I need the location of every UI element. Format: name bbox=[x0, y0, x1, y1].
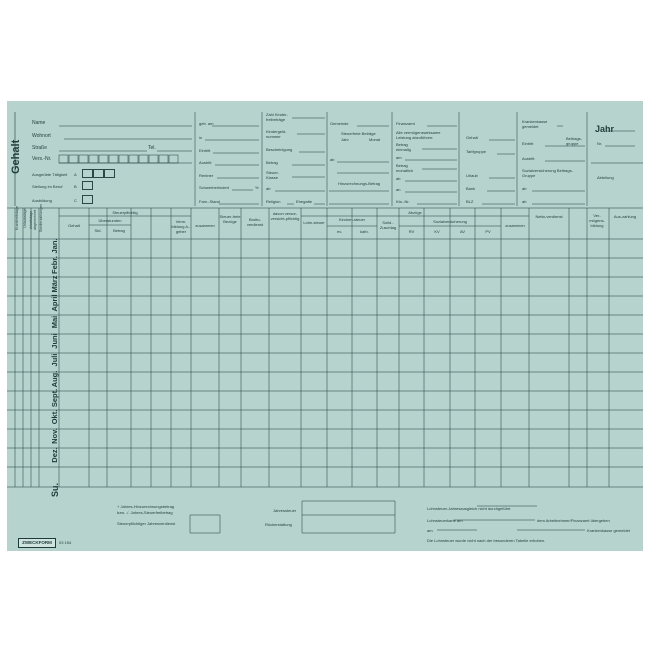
a-label: A bbox=[74, 172, 77, 177]
urlaub-label: Urlaub bbox=[466, 173, 478, 178]
ehegatte-label: Ehegatte bbox=[296, 199, 313, 204]
b-label: B bbox=[74, 184, 77, 189]
zusammen2-header: zusammen bbox=[505, 223, 525, 228]
col7-eintritt-label: Eintritt bbox=[522, 141, 534, 146]
abteilung-label: Abteilung bbox=[597, 175, 614, 180]
steuerfreie-bezuege-header: Steuer-freie Bezüge bbox=[219, 214, 241, 224]
vers-nr-box bbox=[69, 155, 78, 163]
zusammen1-header: zusammen bbox=[195, 223, 215, 228]
sfb-jahr-label: Jahr bbox=[341, 137, 349, 142]
taetigkeit-box-2[interactable] bbox=[93, 169, 104, 178]
tarifgruppe-label: Tarifgruppe bbox=[466, 149, 487, 154]
rv-header: RV bbox=[408, 229, 415, 234]
form-number: 03 154 bbox=[59, 540, 72, 545]
month-label: Sept. bbox=[50, 388, 59, 408]
col5-ab-label: ab bbox=[396, 176, 401, 181]
vermoegensbildung-header: Ver-mögens-bildung bbox=[589, 213, 605, 228]
sfb-monat-label: Monat bbox=[369, 137, 381, 142]
auszahlung-header: Aus-zahlung bbox=[613, 214, 637, 219]
brand-logo: ZWECKFORM bbox=[18, 538, 56, 548]
taetigkeit-box-3[interactable] bbox=[104, 169, 115, 178]
in-label: in bbox=[199, 135, 203, 140]
footer-plus-line: + Jahres-Hinzurechnungsbetrag bbox=[117, 504, 175, 509]
name-label: Name bbox=[32, 120, 46, 126]
kto-nr-label: Kto.-Nr. bbox=[396, 199, 410, 204]
col5-am-label: am bbox=[396, 155, 402, 160]
gehalt-label: Gehalt bbox=[466, 135, 478, 140]
month-label: Okt. bbox=[50, 409, 59, 425]
footer-rueckerstattung: Rückerstattung bbox=[265, 522, 292, 527]
vers-nr-label: Vers.-Nr. bbox=[32, 156, 52, 162]
month-label: Febr. bbox=[50, 256, 59, 274]
lohnsteuer-header: Lohn-steuer bbox=[303, 220, 325, 225]
col7-austritt-label: Austritt bbox=[522, 156, 535, 161]
month-label: Juli bbox=[50, 353, 59, 367]
month-label: April bbox=[50, 294, 59, 312]
taetigkeit-label: Ausgeübte Tätigkeit bbox=[32, 172, 68, 177]
col7-ab1-label: ab bbox=[522, 186, 527, 191]
form-title: Gehalt bbox=[10, 139, 22, 174]
taetigkeit-box-1[interactable] bbox=[82, 169, 93, 178]
month-label: Nov. bbox=[50, 428, 59, 444]
footer-kk-gemeldet: Krankenkasse gemeldet bbox=[587, 528, 630, 533]
soli-header: Solid.-Zuschlag bbox=[379, 220, 397, 230]
sum-label: Su. bbox=[50, 483, 60, 498]
geb-am-label: geb. am bbox=[199, 121, 214, 126]
nr-label: Nr. bbox=[597, 141, 603, 146]
vers-nr-box bbox=[59, 155, 68, 163]
av-header: AV bbox=[459, 229, 466, 234]
wohnort-label: Wohnort bbox=[32, 133, 51, 139]
percent-label: % bbox=[255, 185, 259, 190]
krankenkasse-label: Krankenkasse gemeldet bbox=[522, 119, 548, 129]
vers-nr-box bbox=[169, 155, 178, 163]
kath-header: kath. bbox=[360, 229, 369, 234]
footer-tabelle: Die Lohnsteuer wurde nicht nach der besonderen Tabelle erhoben. bbox=[427, 538, 546, 543]
ausbildung-label: Ausbildung bbox=[32, 198, 52, 203]
gehalt-header: Gehalt bbox=[68, 223, 80, 228]
month-label: Aug. bbox=[50, 370, 59, 388]
c-label: C bbox=[74, 198, 77, 203]
side-header-arbeitstage: Arbeitstage abgerechnet bbox=[29, 210, 37, 230]
ausbildung-box[interactable] bbox=[82, 195, 93, 204]
month-label: Juni bbox=[50, 333, 59, 349]
vers-nr-box bbox=[159, 155, 168, 163]
vers-nr-box bbox=[139, 155, 148, 163]
vers-nr-box bbox=[79, 155, 88, 163]
vers-nr-box bbox=[109, 155, 118, 163]
vermoegenswirksame-label: Alle vermögenswirksame Leistung abzuführen: bbox=[396, 130, 441, 140]
bescheinigung-label: Bescheinigung bbox=[266, 147, 293, 152]
austritt-label: Austritt bbox=[199, 160, 212, 165]
betrag-header: Betrag bbox=[113, 228, 125, 233]
col7-ab2-label: ab bbox=[522, 199, 527, 204]
vers-nr-box bbox=[119, 155, 128, 163]
rentner-label: Rentner bbox=[199, 173, 214, 178]
brutto-header: Brutto-verdienst bbox=[246, 217, 264, 227]
vers-nr-box bbox=[99, 155, 108, 163]
betrag-einmalig-label: Betrag einmalig bbox=[396, 142, 411, 152]
vers-nr-box bbox=[149, 155, 158, 163]
religion-label: Religion bbox=[266, 199, 281, 204]
footer-am: am bbox=[427, 528, 433, 533]
tel-label: Tel. bbox=[148, 145, 156, 151]
month-label: Mai bbox=[50, 315, 59, 329]
footer-bzw-line: bzw. ./. Jahres-Steuerfreibetrag bbox=[117, 510, 173, 515]
strasse-label: Straße bbox=[32, 145, 48, 151]
stellung-label: Stellung im Beruf bbox=[32, 184, 63, 189]
vers-nr-box bbox=[89, 155, 98, 163]
month-label: März bbox=[50, 275, 59, 293]
kirchensteuer-header: Kirchen-steuer bbox=[338, 217, 365, 222]
beitragsgruppe-label: Beitrags-gruppe bbox=[566, 136, 583, 146]
steuerklasse-label: Steuer-Klasse bbox=[266, 170, 280, 180]
kinderfreibetraege-label: Zahl Kinder-freibeträge bbox=[266, 112, 288, 122]
steuerpflichtig-header: Steuerpflichtig bbox=[112, 210, 138, 215]
ev-header: ev. bbox=[336, 229, 343, 234]
col5-an-label: an bbox=[396, 187, 401, 192]
year-label: Jahr bbox=[595, 124, 615, 134]
month-label: Jan. bbox=[50, 238, 59, 254]
sozialversicherung-header: Sozialversicherung bbox=[433, 219, 467, 224]
finanzamt-label: Finanzamt bbox=[396, 121, 415, 126]
payroll-form-sheet bbox=[7, 101, 643, 551]
std-header: Std. bbox=[94, 228, 102, 233]
side-header-sonderzahlungen: Sonderzahlungen bbox=[39, 203, 43, 233]
davon-header: davon versor-versicht-pflichtig bbox=[270, 211, 300, 221]
footer-stpfl: Steuerpflichtiger Jahresverdienst bbox=[117, 521, 176, 526]
pv-header: PV bbox=[485, 229, 491, 234]
fam-stand-label: Fam.-Stand bbox=[199, 199, 220, 204]
hinzurechnung-label: Hinzurechnungs-Betrag bbox=[338, 181, 381, 186]
steuerfreie-betraege-label: Steuerfreie Beträge bbox=[341, 131, 376, 136]
betrag-monatlich-label: Betrag monatlich bbox=[396, 163, 414, 173]
footer-lsja: Lohnsteuer-Jahresausgleich nicht durchgeführt bbox=[427, 506, 511, 511]
footer-jahressteuer: Jahressteuer bbox=[273, 508, 297, 513]
col4-ab-label: ab bbox=[330, 157, 335, 162]
kv-header: KV bbox=[434, 229, 440, 234]
netto-header: Netto-verdienst bbox=[535, 214, 563, 219]
schwerbehindert-label: Schwerbehindert bbox=[199, 185, 230, 190]
month-label: Dez. bbox=[50, 447, 59, 463]
blz-label: BLZ bbox=[466, 199, 474, 204]
ueberstunden-header: Überstunden bbox=[98, 218, 122, 223]
side-header-urlaubstage: Urlaubstage bbox=[23, 208, 27, 228]
footer-lohnsteuerkarte: Lohnsteuerkarte am bbox=[427, 518, 463, 523]
kindergeldnummer-label: Kindergeld-nummer bbox=[266, 129, 287, 139]
abzuege-header: Abzüge bbox=[408, 210, 422, 215]
vers-nr-box bbox=[129, 155, 138, 163]
bank-label: Bank bbox=[466, 186, 476, 191]
side-header-krankheitstage: Krankheitstage bbox=[15, 206, 19, 230]
col3-ab-label: ab bbox=[266, 186, 271, 191]
betrag-label: Betrag bbox=[266, 160, 278, 165]
gemeinde-label: Gemeinde bbox=[330, 121, 349, 126]
footer-an-ag: dem Arbeitnehmer/Finanzamt übergeben bbox=[537, 518, 610, 523]
sozialversicherung-label: Sozialversicherung Beitrags-Gruppe bbox=[522, 168, 573, 178]
verm-bildung-header: Verm. bildung A.-geber bbox=[171, 219, 191, 234]
eintritt-label: Eintritt bbox=[199, 148, 211, 153]
stellung-box[interactable] bbox=[82, 181, 93, 190]
